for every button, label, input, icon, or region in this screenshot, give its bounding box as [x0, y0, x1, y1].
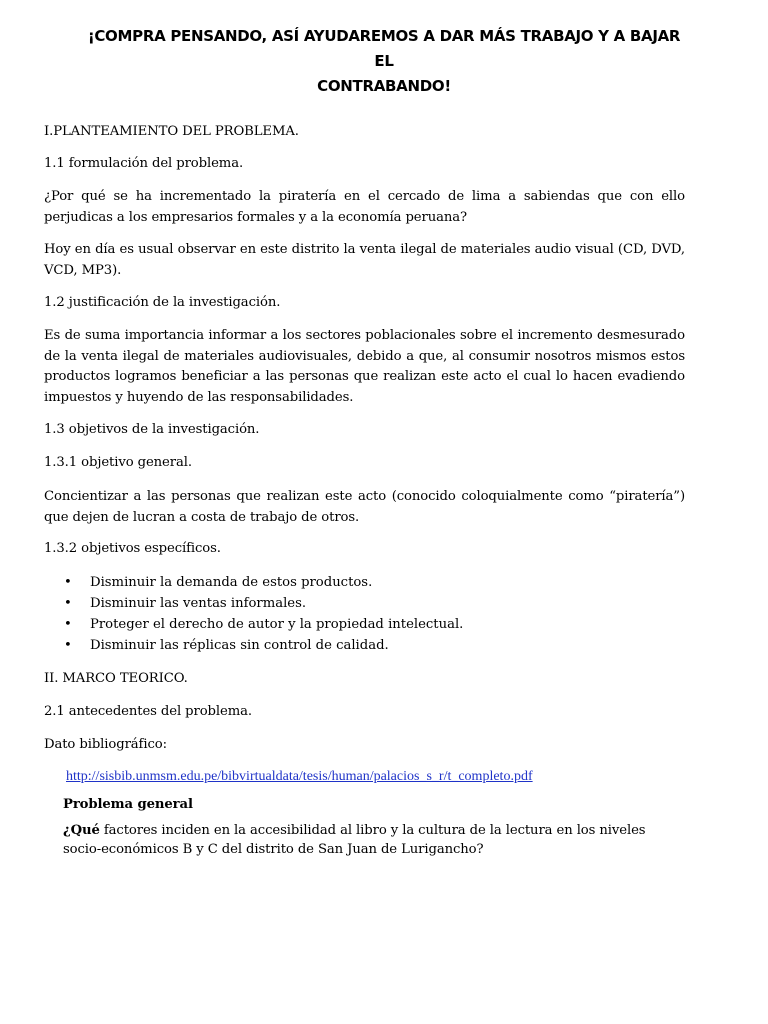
problema-rest-text: factores inciden en la accesibilidad al libro y la cultura de la lectura en los niveles socio-económicos B y C del distrito de San Juan de Lurigancho?	[63, 823, 646, 857]
list-item	[44, 572, 685, 593]
list-item	[44, 593, 685, 614]
list-item-text: Disminuir las ventas informales.	[90, 596, 307, 611]
bullet-icon: •	[64, 638, 72, 653]
bibliography-link[interactable]: http://sisbib.unmsm.edu.pe/bibvirtualdata/tesis/human/palacios_s_r/t_completo.pdf	[66, 769, 533, 784]
bibliographic-label: Dato bibliográfico:	[44, 737, 167, 752]
general-objective-paragraph: Concientizar a las personas que realizan este acto (conocido coloquialmente como “piratería”) que dejen de lucran a costa de trabajo de otros.	[44, 489, 685, 525]
subheading-formulacion: 1.1 formulación del problema.	[44, 156, 244, 171]
title-line-2: CONTRABANDO!	[317, 77, 451, 95]
subheading-objetivos: 1.3 objetivos de la investigación.	[44, 422, 260, 437]
bullet-icon: •	[64, 575, 72, 590]
problema-lead-word: ¿Qué	[63, 823, 100, 838]
list-item-text: Proteger el derecho de autor y la propiedad intelectual.	[90, 617, 464, 632]
subheading-objetivo-general: 1.3.1 objetivo general.	[44, 455, 192, 470]
bullet-icon: •	[64, 596, 72, 611]
specific-objectives-list	[44, 572, 685, 656]
section-1-heading: I.PLANTEAMIENTO DEL PROBLEMA.	[44, 124, 299, 139]
subheading-antecedentes: 2.1 antecedentes del problema.	[44, 704, 252, 719]
justification-paragraph: Es de suma importancia informar a los sectores poblacionales sobre el incremento desmesurado de la venta ilegal de materiales audiovisuales, debido a que, al consumir nosotros mismos estos productos logramos beneficiar a las personas que realizan este acto el cual lo hacen evadiendo impuestos y huyendo de las responsabilidades.	[44, 328, 685, 405]
subheading-justificacion: 1.2 justificación de la investigación.	[44, 295, 281, 310]
list-item	[44, 635, 685, 656]
observation-paragraph: Hoy en día es usual observar en este distrito la venta ilegal de materiales audio visual (CD, DVD, VCD, MP3).	[44, 242, 685, 278]
list-item-text: Disminuir las réplicas sin control de calidad.	[90, 638, 389, 653]
title-line-1: ¡COMPRA PENSANDO, ASÍ AYUDAREMOS A DAR MÁS TRABAJO Y A BAJAR EL	[87, 27, 681, 70]
list-item-text: Disminuir la demanda de estos productos.	[90, 575, 373, 590]
subheading-objetivos-especificos: 1.3.2 objetivos específicos.	[44, 541, 221, 556]
bullet-icon: •	[64, 617, 72, 632]
problema-general-text	[63, 821, 663, 859]
section-2-heading: II. MARCO TEORICO.	[44, 671, 188, 686]
list-item	[44, 614, 685, 635]
document-title	[80, 24, 688, 99]
problema-general-heading: Problema general	[63, 797, 193, 812]
problem-question: ¿Por qué se ha incrementado la piratería en el cercado de lima a sabiendas que con ello perjudicas a los empresarios formales y a la economía peruana?	[44, 189, 685, 225]
